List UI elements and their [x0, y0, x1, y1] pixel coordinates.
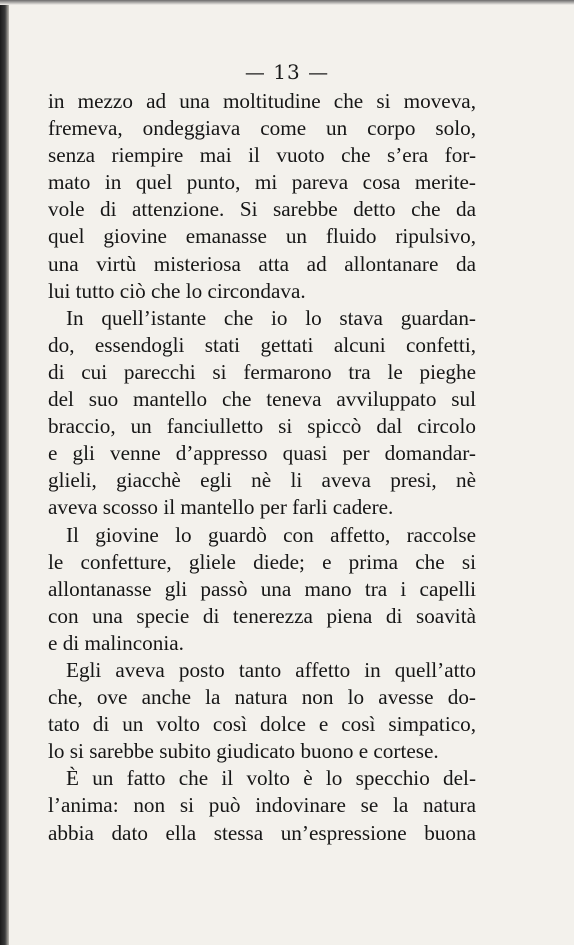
- book-spine-shadow: [0, 0, 9, 945]
- page-number: — 13 —: [244, 60, 330, 84]
- page-top-edge: [0, 0, 574, 5]
- text-line: allontanasse gli passò una mano tra i capelli: [48, 576, 476, 601]
- body-text: [48, 88, 476, 847]
- paragraph: [48, 305, 476, 522]
- text-line: tato di un volto così dolce e così simpatico,: [48, 712, 476, 737]
- text-line: e gli venne d’appresso quasi per domandar-: [48, 441, 476, 466]
- text-line: lo si sarebbe subito giudicato buono e cortese.: [48, 739, 439, 764]
- text-line: e di malinconia.: [48, 630, 184, 655]
- text-line: vole di attenzione. Si sarebbe detto che da: [48, 197, 476, 222]
- text-line: lui tutto ciò che lo circondava.: [48, 278, 306, 303]
- text-line: che, ove anche la natura non lo avesse do-: [48, 685, 476, 710]
- text-line: abbia dato ella stessa un’espressione buona: [48, 820, 476, 845]
- text-line: do, essendogli stati gettati alcuni confetti,: [48, 332, 476, 357]
- text-line: Egli aveva posto tanto affetto in quell’atto: [66, 657, 476, 682]
- text-line: l’anima: non si può indovinare se la natura: [48, 793, 476, 818]
- paragraph: [48, 765, 476, 846]
- text-line: le confetture, gliele diede; e prima che si: [48, 549, 476, 574]
- text-line: In quell’istante che io lo stava guardan-: [66, 305, 476, 330]
- text-line: fremeva, ondeggiava come un corpo solo,: [48, 116, 476, 141]
- paragraph: [48, 88, 476, 305]
- text-line: del suo mantello che teneva avviluppato sul: [48, 387, 476, 412]
- text-line: quel giovine emanasse un fluido ripulsivo,: [48, 224, 476, 249]
- text-line: aveva scosso il mantello per farli cadere.: [48, 495, 394, 520]
- text-line: con una specie di tenerezza piena di soavità: [48, 603, 476, 628]
- text-line: in mezzo ad una moltitudine che si moveva,: [48, 89, 476, 113]
- text-line: senza riempire mai il vuoto che s’era for-: [48, 143, 476, 168]
- text-line: di cui parecchi si fermarono tra le pieghe: [48, 359, 476, 384]
- paragraph: [48, 522, 476, 657]
- text-line: mato in quel punto, mi pareva cosa merite-: [48, 170, 476, 195]
- text-line: braccio, un fanciulletto si spiccò dal circolo: [48, 414, 476, 439]
- text-line: glieli, giacchè egli nè li aveva presi, nè: [48, 468, 476, 493]
- text-line: una virtù misteriosa atta ad allontanare da: [48, 251, 476, 276]
- text-line: Il giovine lo guardò con affetto, raccolse: [66, 522, 476, 547]
- paragraph: [48, 657, 476, 765]
- text-line: È un fatto che il volto è lo specchio del-: [66, 766, 476, 791]
